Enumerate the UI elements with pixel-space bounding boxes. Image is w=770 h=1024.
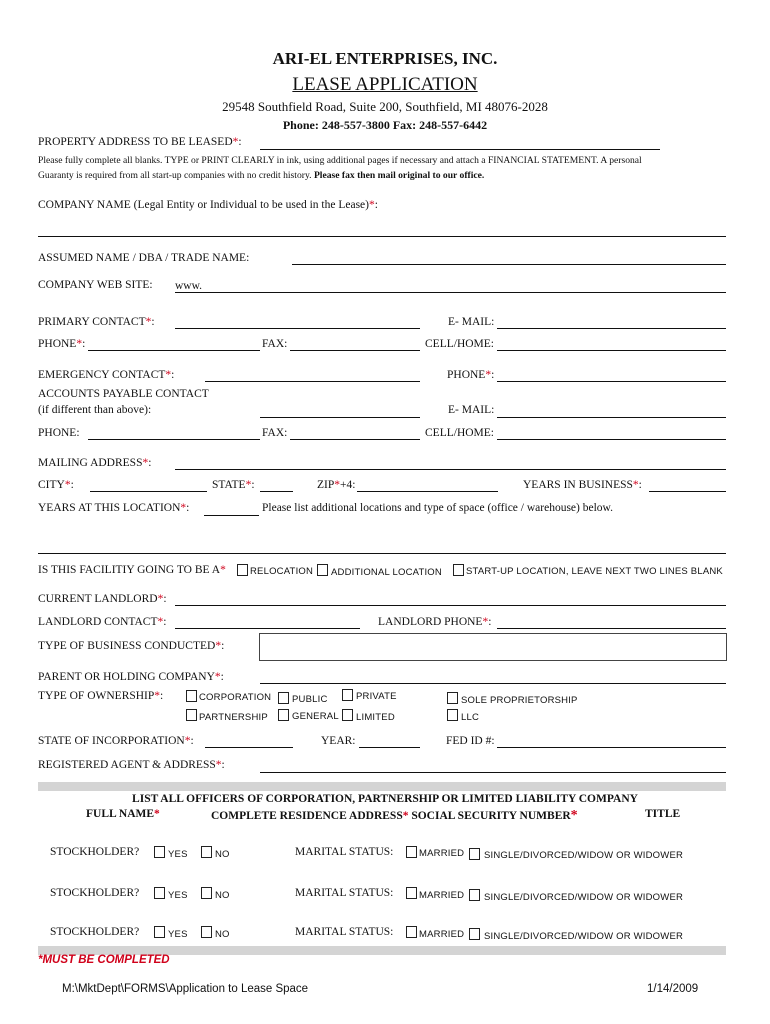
primary-phone-label: PHONE*: (38, 338, 86, 350)
footer-date: 1/14/2009 (647, 983, 699, 995)
additional-locations-text: Please list additional locations and type of space (office / warehouse) below. (262, 502, 613, 514)
married-label: MARRIED (419, 929, 465, 940)
facility-label: IS THIS FACILITIY GOING TO BE A* (38, 564, 226, 576)
single-checkbox[interactable] (469, 848, 480, 860)
assumed-name-label: ASSUMED NAME / DBA / TRADE NAME: (38, 252, 250, 264)
primary-cell-field[interactable] (497, 350, 726, 351)
mailing-address-label: MAILING ADDRESS*: (38, 457, 152, 469)
landlord-phone-field[interactable] (497, 628, 726, 629)
primary-cell-label: CELL/HOME: (425, 338, 494, 350)
stockholder-label: STOCKHOLDER? (50, 926, 140, 938)
single-checkbox[interactable] (469, 889, 480, 901)
stockholder-yes-checkbox[interactable] (154, 846, 165, 858)
general-checkbox[interactable] (278, 709, 289, 721)
relocation-label: RELOCATION (250, 566, 314, 577)
primary-contact-label: PRIMARY CONTACT*: (38, 316, 155, 328)
limited-checkbox[interactable] (342, 709, 353, 721)
website-field[interactable] (175, 292, 726, 293)
officers-title-header: TITLE (645, 808, 681, 820)
stockholder-yes-checkbox[interactable] (154, 926, 165, 938)
relocation-checkbox[interactable] (237, 564, 248, 576)
zip-field[interactable] (357, 491, 498, 492)
sole-proprietorship-label: SOLE PROPRIETORSHIP (461, 695, 578, 706)
single-checkbox[interactable] (469, 928, 480, 940)
officers-heading: LIST ALL OFFICERS OF CORPORATION, PARTNERSHIP OR LIMITED LIABILITY COMPANY (132, 793, 638, 805)
startup-location-checkbox[interactable] (453, 564, 464, 576)
company-name-field[interactable] (38, 236, 726, 237)
fed-id-label: FED ID #: (446, 735, 495, 747)
zip-label: ZIP*+4: (317, 479, 356, 491)
additional-locations-field[interactable] (38, 553, 726, 554)
partnership-label: PARTNERSHIP (199, 712, 268, 723)
city-field[interactable] (90, 491, 207, 492)
website-label: COMPANY WEB SITE: (38, 279, 153, 291)
primary-email-field[interactable] (497, 328, 726, 329)
landlord-phone-label: LANDLORD PHONE*: (378, 616, 492, 628)
married-label: MARRIED (419, 890, 465, 901)
document-title: LEASE APPLICATION (292, 74, 478, 95)
footer-file-path: M:\MktDept\FORMS\Application to Lease Space (62, 983, 309, 995)
married-checkbox[interactable] (406, 846, 417, 858)
stockholder-yes-label: YES (168, 890, 188, 901)
stockholder-label: STOCKHOLDER? (50, 887, 140, 899)
marital-status-label: MARITAL STATUS: (295, 887, 394, 899)
startup-location-label: START-UP LOCATION, LEAVE NEXT TWO LINES BLANK (466, 566, 723, 577)
public-checkbox[interactable] (278, 692, 289, 704)
corporation-checkbox[interactable] (186, 690, 197, 702)
current-landlord-label: CURRENT LANDLORD*: (38, 593, 167, 605)
ap-fax-label: FAX: (262, 427, 288, 439)
years-location-label: YEARS AT THIS LOCATION*: (38, 502, 190, 514)
parent-company-field[interactable] (260, 683, 726, 684)
additional-location-label: ADDITIONAL LOCATION (331, 567, 442, 578)
sole-proprietorship-checkbox[interactable] (447, 692, 458, 704)
current-landlord-field[interactable] (175, 605, 726, 606)
company-address: 29548 Southfield Road, Suite 200, Southfield, MI 48076-2028 (222, 99, 548, 114)
stockholder-label: STOCKHOLDER? (50, 846, 140, 858)
state-field[interactable] (260, 491, 293, 492)
must-be-completed-note: *MUST BE COMPLETED (38, 954, 170, 966)
landlord-contact-field[interactable] (175, 628, 360, 629)
business-type-field[interactable] (259, 633, 727, 661)
years-business-label: YEARS IN BUSINESS*: (523, 479, 642, 491)
single-label: SINGLE/DIVORCED/WIDOW OR WIDOWER (484, 850, 684, 861)
ap-cell-label: CELL/HOME: (425, 427, 494, 439)
year-field[interactable] (359, 747, 420, 748)
accounts-payable-note: (if different than above): (38, 404, 152, 416)
company-name: ARI-EL ENTERPRISES, INC. (272, 49, 498, 68)
landlord-contact-label: LANDLORD CONTACT*: (38, 616, 167, 628)
registered-agent-field[interactable] (260, 772, 726, 773)
officers-top-band (38, 782, 726, 791)
ap-fax-field[interactable] (290, 439, 420, 440)
stockholder-no-checkbox[interactable] (201, 887, 212, 899)
single-label: SINGLE/DIVORCED/WIDOW OR WIDOWER (484, 931, 684, 942)
stockholder-no-label: NO (215, 929, 230, 940)
ap-email-field[interactable] (497, 417, 726, 418)
ap-phone-field[interactable] (88, 439, 260, 440)
mailing-address-field[interactable] (175, 469, 726, 470)
stockholder-no-checkbox[interactable] (201, 846, 212, 858)
llc-label: LLC (461, 712, 480, 723)
limited-label: LIMITED (356, 712, 395, 723)
marital-status-label: MARITAL STATUS: (295, 846, 394, 858)
registered-agent-label: REGISTERED AGENT & ADDRESS*: (38, 759, 225, 771)
company-name-label: COMPANY NAME (Legal Entity or Individual to be used in the Lease)*: (38, 199, 378, 211)
single-label: SINGLE/DIVORCED/WIDOW OR WIDOWER (484, 892, 684, 903)
stockholder-no-checkbox[interactable] (201, 926, 212, 938)
primary-phone-field[interactable] (88, 350, 260, 351)
officers-address-header: COMPLETE RESIDENCE ADDRESS* SOCIAL SECURITY NUMBER* (211, 808, 578, 823)
married-checkbox[interactable] (406, 887, 417, 899)
primary-contact-field[interactable] (175, 328, 420, 329)
married-checkbox[interactable] (406, 926, 417, 938)
ownership-label: TYPE OF OWNERSHIP*: (38, 690, 164, 702)
llc-checkbox[interactable] (447, 709, 458, 721)
stockholder-yes-label: YES (168, 929, 188, 940)
private-checkbox[interactable] (342, 689, 353, 701)
ap-email-label: E- MAIL: (448, 404, 495, 416)
years-location-field[interactable] (204, 515, 259, 516)
corporation-label: CORPORATION (199, 692, 272, 703)
stockholder-no-label: NO (215, 849, 230, 860)
parent-company-label: PARENT OR HOLDING COMPANY*: (38, 671, 224, 683)
accounts-payable-label: ACCOUNTS PAYABLE CONTACT (38, 388, 209, 400)
year-label: YEAR: (321, 735, 356, 747)
primary-fax-field[interactable] (290, 350, 420, 351)
emergency-phone-field[interactable] (497, 381, 726, 382)
city-label: CITY*: (38, 479, 74, 491)
state-label: STATE*: (212, 479, 255, 491)
property-address-field[interactable] (260, 149, 660, 150)
stockholder-yes-label: YES (168, 849, 188, 860)
officers-full-name-header: FULL NAME* (86, 808, 160, 820)
stockholder-yes-checkbox[interactable] (154, 887, 165, 899)
accounts-payable-field[interactable] (260, 417, 420, 418)
public-label: PUBLIC (292, 694, 328, 705)
emergency-phone-label: PHONE*: (447, 369, 495, 381)
website-prefix: www. (175, 280, 203, 292)
general-label: GENERAL (292, 711, 339, 722)
marital-status-label: MARITAL STATUS: (295, 926, 394, 938)
business-type-label: TYPE OF BUSINESS CONDUCTED*: (38, 640, 225, 652)
instructions-line-2: Guaranty is required from all start-up companies with no credit history. Please fax then mail original to our office. (38, 170, 485, 181)
company-phone-fax: Phone: 248-557-3800 Fax: 248-557-6442 (282, 118, 488, 132)
stockholder-no-label: NO (215, 890, 230, 901)
additional-location-checkbox[interactable] (317, 564, 328, 576)
ap-phone-label: PHONE: (38, 427, 80, 439)
primary-email-label: E- MAIL: (448, 316, 495, 328)
married-label: MARRIED (419, 848, 465, 859)
private-label: PRIVATE (356, 691, 397, 702)
years-business-field[interactable] (649, 491, 726, 492)
state-incorporation-label: STATE OF INCORPORATION*: (38, 735, 194, 747)
instructions-line-1: Please fully complete all blanks. TYPE or PRINT CLEARLY in ink, using additional pages if necessary and attach a FINANCIAL STATEMENT. A personal (38, 155, 642, 166)
property-address-label: PROPERTY ADDRESS TO BE LEASED*: (38, 136, 242, 148)
assumed-name-field[interactable] (292, 264, 726, 265)
state-incorporation-field[interactable] (205, 747, 293, 748)
fed-id-field[interactable] (497, 747, 726, 748)
emergency-contact-label: EMERGENCY CONTACT*: (38, 369, 175, 381)
primary-fax-label: FAX: (262, 338, 288, 350)
emergency-contact-field[interactable] (205, 381, 420, 382)
ap-cell-field[interactable] (497, 439, 726, 440)
partnership-checkbox[interactable] (186, 709, 197, 721)
